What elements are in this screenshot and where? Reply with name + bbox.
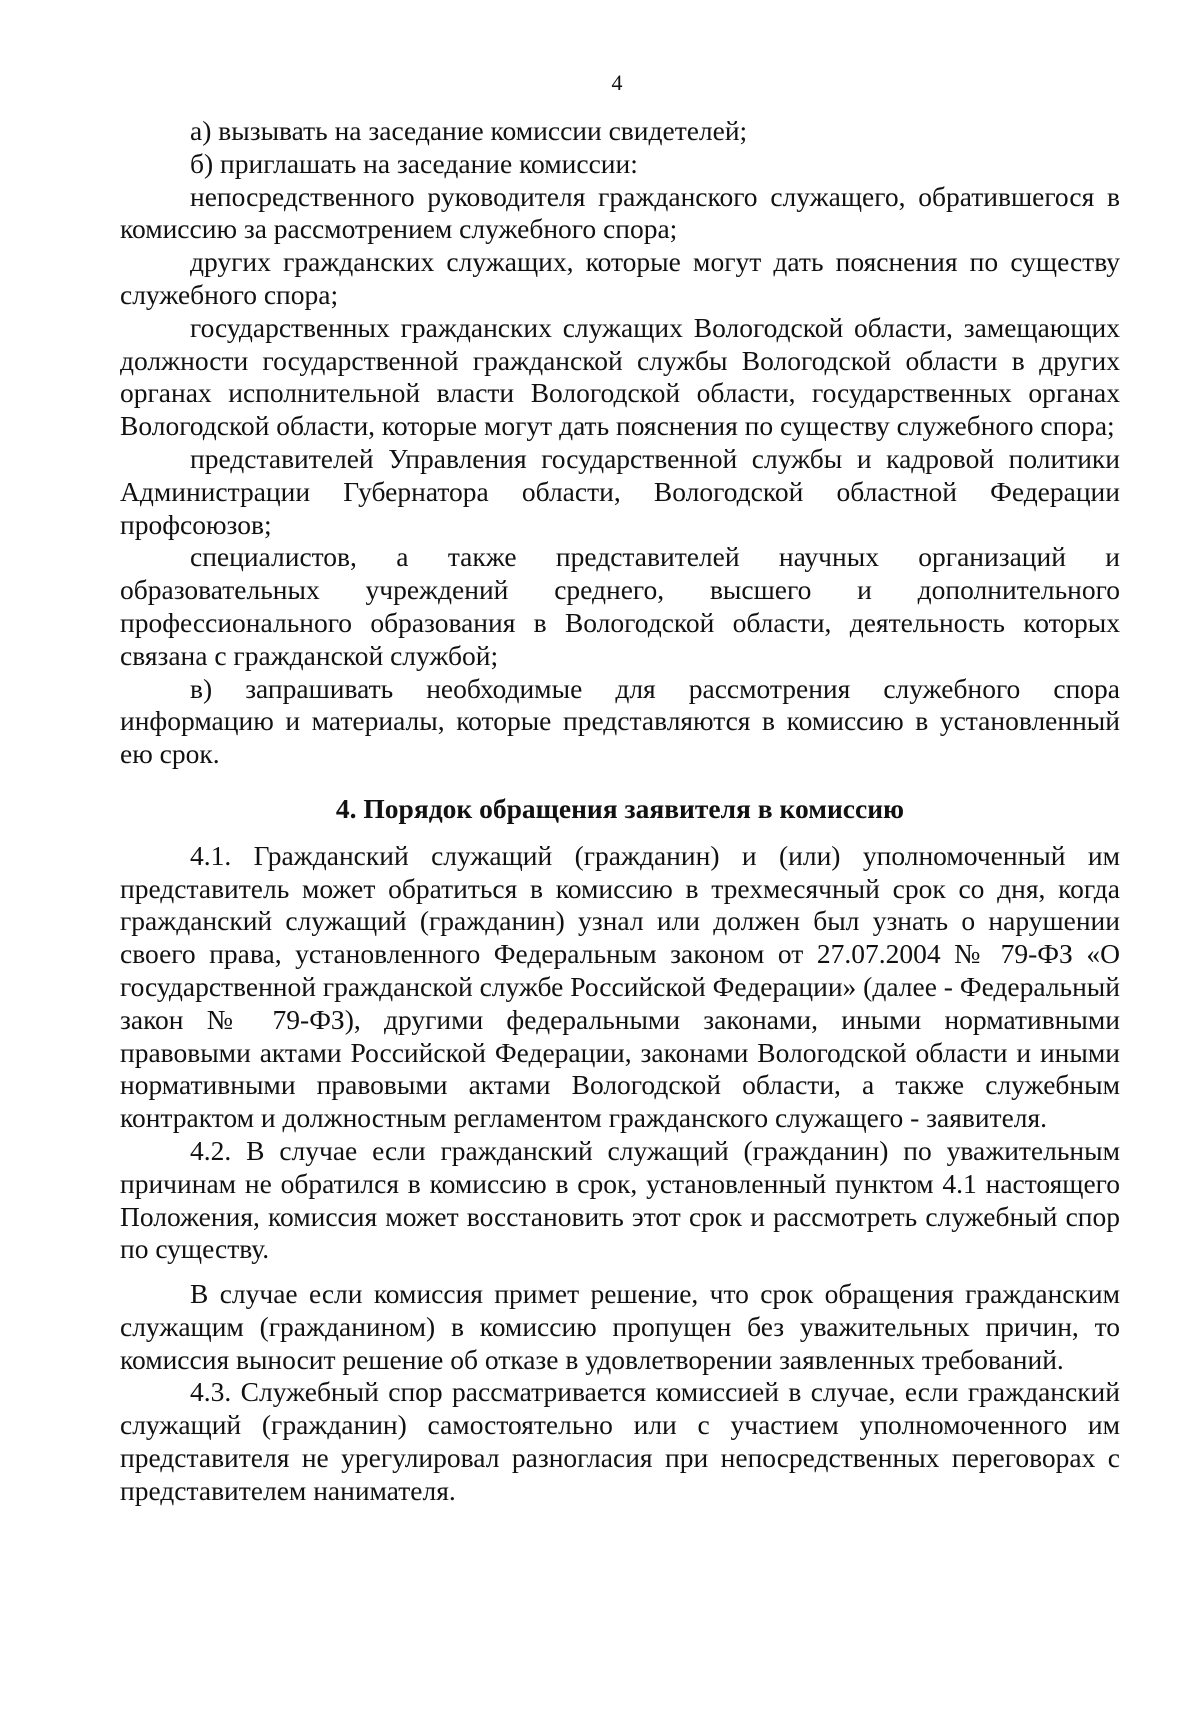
page-number: 4: [611, 70, 623, 95]
paragraph-item-v: в) запрашивать необходимые для рассмотрения служебного спора информацию и материалы, которые представляются в комиссию в установленный ею срок.: [120, 672, 1120, 770]
paragraph-4-2: 4.2. В случае если гражданский служащий (гражданин) по уважительным причинам не обратился в комиссию в срок, установленный пунктом 4.1 настоящего Положения, комиссия может восстановить этот срок и рассмотреть служебный спор по существу.: [120, 1134, 1120, 1265]
paragraph-other-servants: других гражданских служащих, которые могут дать пояснения по существу служебного спора;: [120, 246, 1120, 310]
paragraph-specialists: специалистов, а также представителей научных организаций и образовательных учреждений среднего, высшего и дополнительного профессионального образования в Вологодской области, деятельность которых связана с гражданской службой;: [120, 541, 1120, 671]
paragraph-item-b: б) приглашать на заседание комиссии:: [190, 147, 638, 179]
paragraph-representatives: представителей Управления государственной службы и кадровой политики Администрации Губернатора области, Вологодской областной Федерации профсоюзов;: [120, 442, 1120, 540]
paragraph-4-3: 4.3. Служебный спор рассматривается комиссией в случае, если гражданский служащий (гражданин) самостоятельно или с участием уполномоченного им представителя не урегулировал разногласия при непосредственных переговорах с представителем нанимателя.: [120, 1376, 1120, 1506]
paragraph-item-a: а) вызывать на заседание комиссии свидетелей;: [190, 115, 748, 146]
paragraph-4-1: 4.1. Гражданский служащий (гражданин) и (или) уполномоченный им представитель может обратиться в комиссию в трехмесячный срок со дня, когда гражданский служащий (гражданин) узнал или должен был узнать о нарушении своего права, установленного Федеральным законом от 27.07.2004 № 79-ФЗ «О государственной гражданской службе Российской Федерации» (далее - Федеральный закон № 79-ФЗ), другими федеральными законами, иными нормативными правовыми актами Российской Федерации, законами Вологодской области и иными нормативными правовыми актами Вологодской области, а также служебным контрактом и должностным регламентом гражданского служащего - заявителя.: [120, 839, 1120, 1134]
section-heading: 4. Порядок обращения заявителя в комиссию: [335, 792, 905, 824]
paragraph-4-2-continuation: В случае если комиссия примет решение, что срок обращения гражданским служащим (гражданином) в комиссию пропущен без уважительных причин, то комиссия выносит решение об отказе в удовлетворении заявленных требований.: [120, 1278, 1120, 1375]
paragraph-direct-manager: непосредственного руководителя гражданского служащего, обратившегося в комиссию за рассмотрением служебного спора;: [120, 180, 1120, 245]
paragraph-state-servants: государственных гражданских служащих Вологодской области, замещающих должности государственной гражданской службы Вологодской области в других органах исполнительной власти Вологодской области, государственных органах Вологодской области, которые могут дать пояснения по существу служебного спора;: [120, 311, 1120, 442]
document-body: [120, 115, 1120, 1508]
